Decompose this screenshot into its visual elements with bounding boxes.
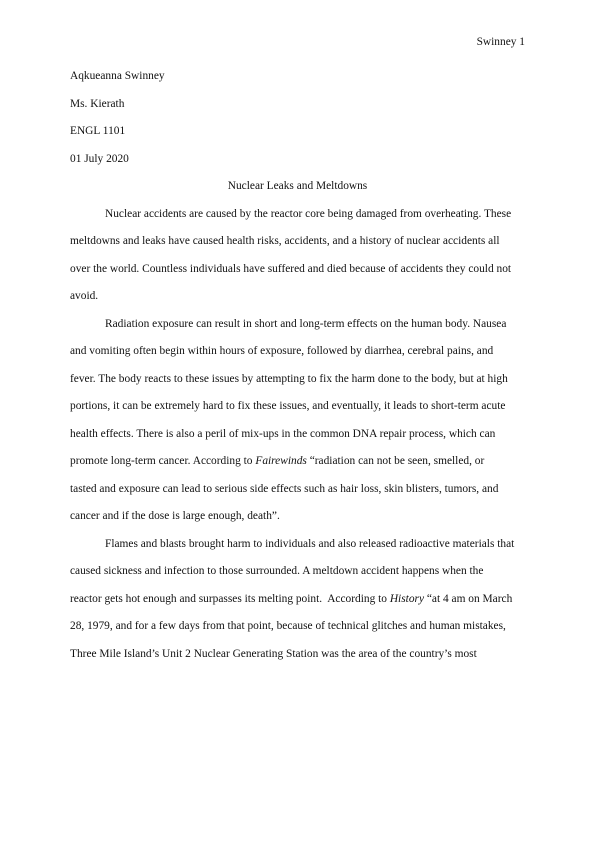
essay-date: 01 July 2020 <box>70 152 129 165</box>
paragraph-line: Nuclear accidents are caused by the reactor core being damaged from overheating. These <box>105 207 512 220</box>
paragraph-line: meltdowns and leaks have caused health risks, accidents, and a history of nuclear accidents all <box>70 235 500 247</box>
paragraph-line: Flames and blasts brought harm to individuals and also released radioactive materials that <box>105 537 515 550</box>
paragraph-line: fever. The body reacts to these issues by attempting to fix the harm done to the body, but at high <box>70 372 508 385</box>
paragraph-line: Radiation exposure can result in short and long-term effects on the human body. Nausea <box>105 317 507 330</box>
citation-line <box>70 448 525 476</box>
citation-text-after: “at 4 am on March <box>424 592 513 605</box>
paragraph-line: tasted and exposure can lead to serious side effects such as hair loss, skin blisters, tumors, and <box>70 482 499 495</box>
paragraph-line: and vomiting often begin within hours of exposure, followed by diarrhea, cerebral pains, and <box>70 345 494 357</box>
author-name: Aqkueanna Swinney <box>70 70 165 82</box>
paragraph-line: avoid. <box>70 290 99 302</box>
source-title: History <box>389 592 425 605</box>
citation-text-after: “radiation can not be seen, smelled, or <box>306 455 485 467</box>
running-head: Swinney 1 <box>476 36 525 48</box>
essay-title: Nuclear Leaks and Meltdowns <box>227 180 368 192</box>
paragraph-line: cancer and if the dose is large enough, death”. <box>70 510 280 522</box>
paragraph-line: over the world. Countless individuals have suffered and died because of accidents they could not <box>70 262 512 275</box>
paragraph-line: health effects. There is also a peril of mix-ups in the common DNA repair process, which can <box>70 427 496 440</box>
paragraph-2 <box>70 311 525 531</box>
citation-text-before: promote long-term cancer. According to <box>70 455 256 467</box>
paragraph-line: 28, 1979, and for a few days from that point, because of technical glitches and human mistakes, <box>70 620 506 632</box>
citation-text-before: reactor gets hot enough and surpasses its melting point. According to <box>70 592 390 605</box>
essay-body <box>70 63 525 668</box>
paragraph-line: portions, it can be extremely hard to fix these issues, and eventually, it leads to short-term acute <box>70 400 506 412</box>
paragraph-3 <box>70 531 525 669</box>
paragraph-line: caused sickness and infection to those surrounded. A meltdown accident happens when the <box>70 565 484 577</box>
citation-line <box>70 586 525 614</box>
course-name: ENGL 1101 <box>70 125 126 137</box>
source-title: Fairewinds <box>255 455 307 467</box>
paragraph-1 <box>70 201 525 311</box>
paragraph-line: Three Mile Island’s Unit 2 Nuclear Generating Station was the area of the country’s most <box>70 647 477 660</box>
instructor-name: Ms. Kierath <box>70 97 125 110</box>
